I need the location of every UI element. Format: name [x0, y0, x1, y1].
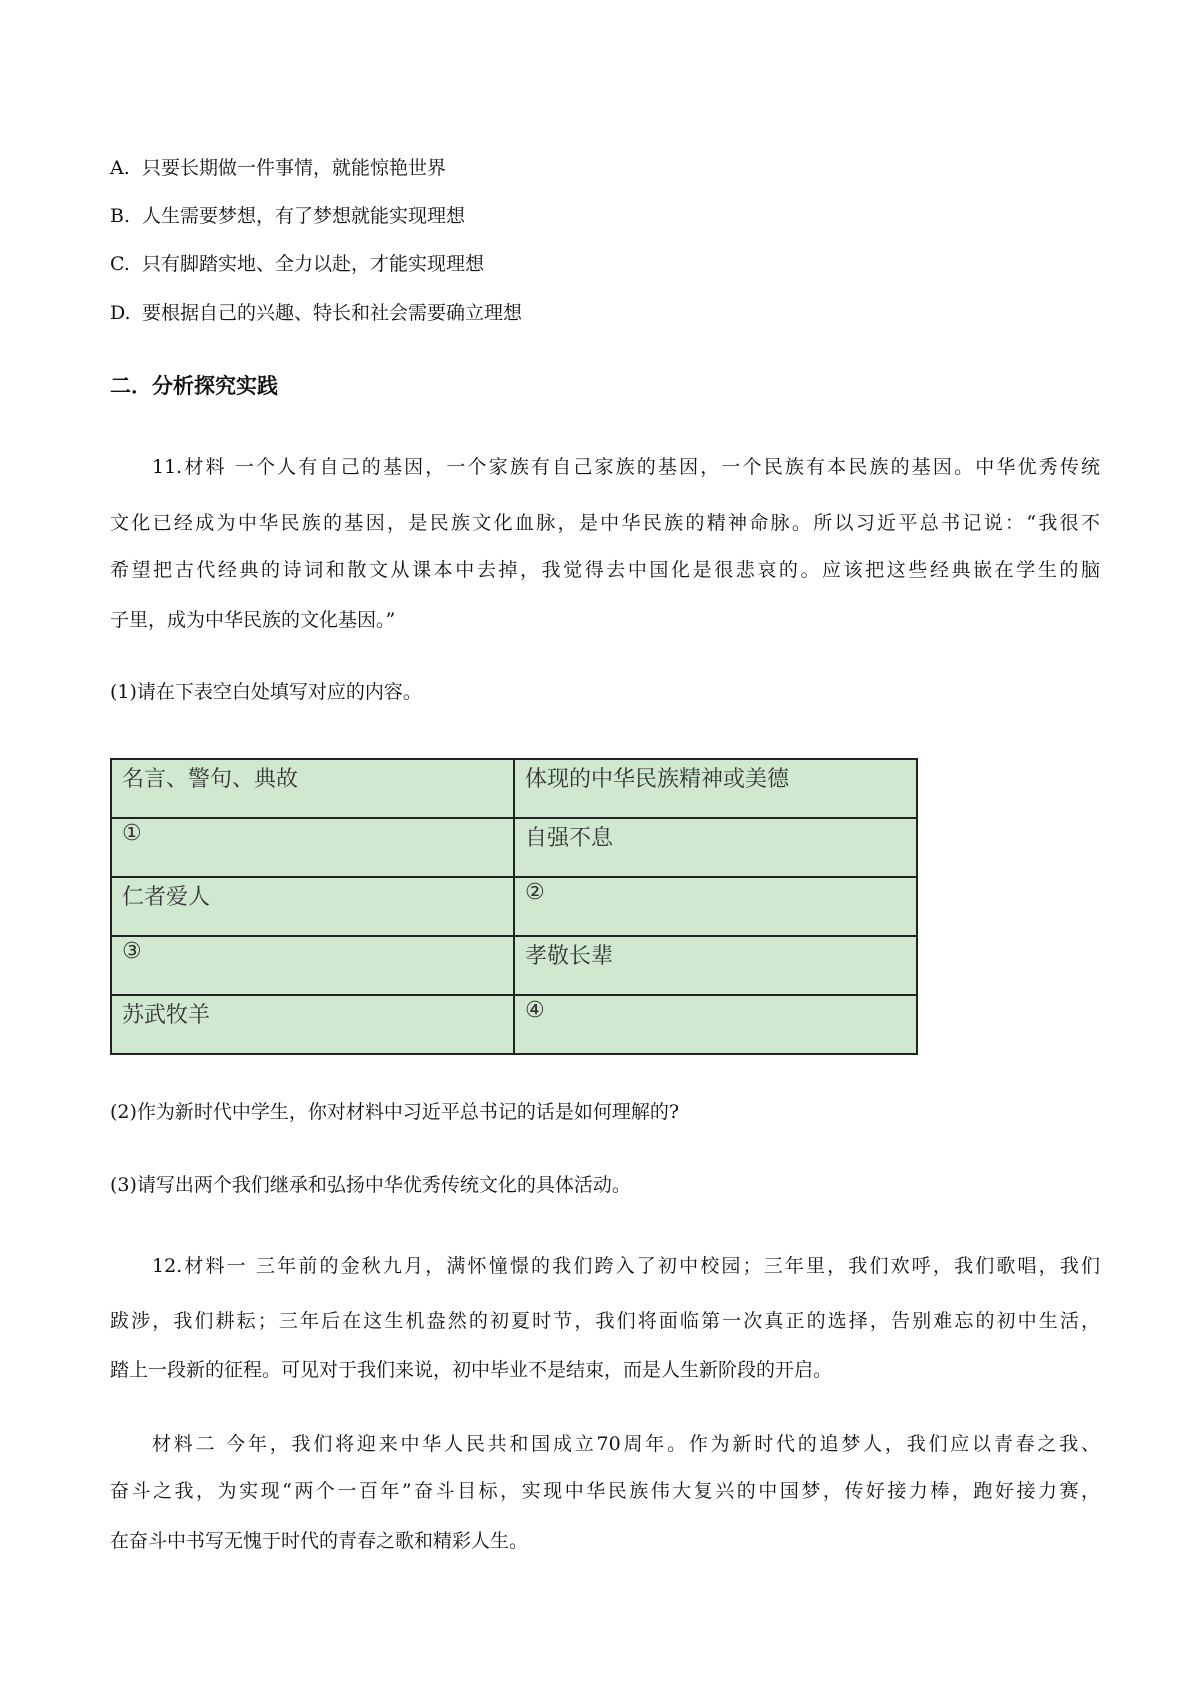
q11-sub3: (3)请写出两个我们继承和弘扬中华优秀传统文化的具体活动。 [110, 1174, 631, 1196]
table-row [111, 818, 917, 877]
table-cell: 自强不息 [514, 818, 917, 877]
fill-in-table [110, 758, 918, 1055]
q11-line: 希望把古代经典的诗词和散文从课本中去掉，我觉得去中国化是很悲哀的。应该把这些经典嵌在学生的脑 [110, 559, 1100, 581]
section-title: 二．分析探究实践 [110, 374, 278, 398]
q11-sub1: (1)请在下表空白处填写对应的内容。 [110, 681, 422, 703]
q11-line: 子里，成为中华民族的文化基因。” [110, 609, 396, 631]
option-c: C. 只有脚踏实地、全力以赴，才能实现理想 [110, 253, 485, 275]
q11-sub2: (2)作为新时代中学生，你对材料中习近平总书记的话是如何理解的? [110, 1101, 680, 1123]
table-cell: 孝敬长辈 [514, 936, 917, 995]
q12-material1-line: 12.材料一 三年前的金秋九月，满怀憧憬的我们跨入了初中校园；三年里，我们欢呼，我们歌唱，我们 [152, 1255, 1100, 1277]
q12-material2-line: 在奋斗中书写无愧于时代的青春之歌和精彩人生。 [110, 1530, 529, 1552]
q12-material1-line: 踏上一段新的征程。可见对于我们来说，初中毕业不是结束，而是人生新阶段的开启。 [110, 1359, 833, 1381]
q11-line: 文化已经成为中华民族的基因，是民族文化血脉，是中华民族的精神命脉。所以习近平总书记说：“我很不 [110, 512, 1100, 534]
table-cell: ③ [111, 936, 514, 995]
table-row [111, 995, 917, 1054]
table-cell: 仁者爱人 [111, 877, 514, 936]
table-header: 体现的中华民族精神或美德 [514, 759, 917, 818]
option-b: B. 人生需要梦想，有了梦想就能实现理想 [110, 205, 466, 227]
table-cell: 苏武牧羊 [111, 995, 514, 1054]
q12-material2-line: 奋斗之我，为实现“两个一百年”奋斗目标，实现中华民族伟大复兴的中国梦，传好接力棒，跑好接力赛， [110, 1480, 1100, 1502]
table-header-row [111, 759, 917, 818]
table-cell: ① [111, 818, 514, 877]
table-cell: ② [514, 877, 917, 936]
q12-material1-line: 跋涉，我们耕耘；三年后在这生机盎然的初夏时节，我们将面临第一次真正的选择，告别难忘的初中生活， [110, 1310, 1100, 1332]
table-row [111, 877, 917, 936]
table-row [111, 936, 917, 995]
option-a: A. 只要长期做一件事情，就能惊艳世界 [110, 157, 447, 179]
table-header: 名言、警句、典故 [111, 759, 514, 818]
q12-material2-line: 材料二 今年，我们将迎来中华人民共和国成立70周年。作为新时代的追梦人，我们应以青春之我、 [152, 1433, 1100, 1455]
table-cell: ④ [514, 995, 917, 1054]
q11-line: 11.材料 一个人有自己的基因，一个家族有自己家族的基因，一个民族有本民族的基因。中华优秀传统 [152, 456, 1100, 478]
option-d: D. 要根据自己的兴趣、特长和社会需要确立理想 [110, 302, 523, 324]
